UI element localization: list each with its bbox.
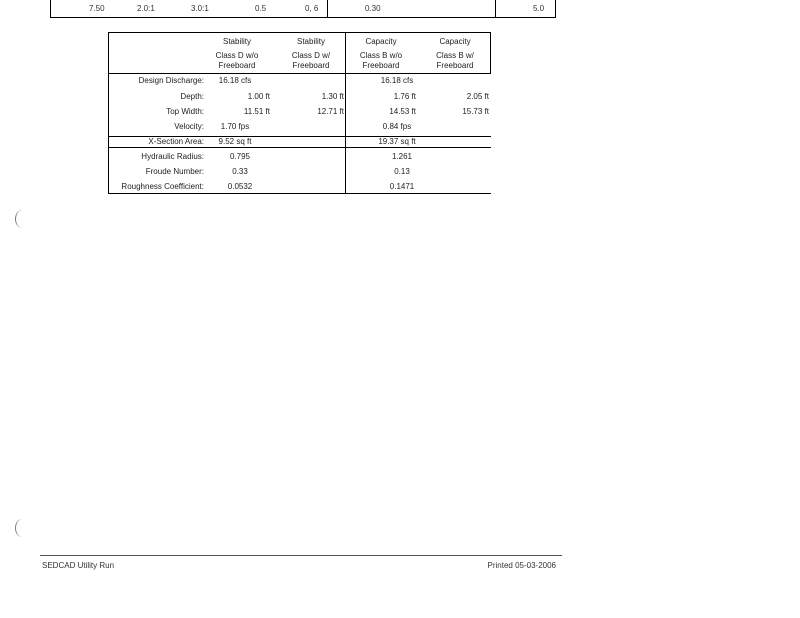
table-cell: 15.73 ft bbox=[462, 107, 489, 116]
table-cell: 1.70 fps bbox=[220, 122, 250, 131]
table-cell: 16.18 cfs bbox=[380, 76, 414, 85]
table-cell: 16.18 cfs bbox=[218, 76, 252, 85]
top-cell: 3.0:1 bbox=[191, 4, 209, 13]
table-cell: 1.00 ft bbox=[247, 92, 270, 101]
column-divider bbox=[327, 0, 328, 17]
row-label: Top Width: bbox=[166, 107, 204, 116]
table-cell: 0.33 bbox=[232, 167, 248, 176]
top-cell: 7.50 bbox=[89, 4, 105, 13]
table-cell: 14.53 ft bbox=[389, 107, 416, 116]
table-cell: 0.84 fps bbox=[382, 122, 412, 131]
row-label: Roughness Coefficient: bbox=[121, 182, 204, 191]
footer-rule bbox=[40, 555, 562, 556]
table-cell: 9.52 sq ft bbox=[218, 137, 252, 146]
column-header-title: Stability bbox=[296, 37, 325, 46]
binder-hole-mark bbox=[15, 519, 30, 537]
table-cell: 0.795 bbox=[229, 152, 251, 161]
column-header-title: Capacity bbox=[439, 37, 471, 46]
top-cell: 0.5 bbox=[255, 4, 267, 13]
row-label: Hydraulic Radius: bbox=[141, 152, 204, 161]
row-label: Depth: bbox=[180, 92, 204, 101]
top-cell: 0, 6 bbox=[305, 4, 319, 13]
table-cell: 0.1471 bbox=[389, 182, 415, 191]
table-cell: 0.0532 bbox=[227, 182, 253, 191]
column-header-title: Stability bbox=[222, 37, 251, 46]
footer-right-text: Printed 05-03-2006 bbox=[487, 561, 556, 570]
row-divider bbox=[109, 193, 491, 194]
row-label: Velocity: bbox=[174, 122, 204, 131]
row-label: Froude Number: bbox=[145, 167, 204, 176]
table-cell: 12.71 ft bbox=[317, 107, 344, 116]
column-header-title: Capacity bbox=[365, 37, 397, 46]
table-cell: 11.51 ft bbox=[243, 107, 270, 116]
row-label: X-Section Area: bbox=[148, 137, 204, 146]
hydraulic-results-table bbox=[108, 32, 491, 194]
column-header-subtitle: Class D w/ Freeboard bbox=[291, 51, 331, 70]
row-label: Design Discharge: bbox=[138, 76, 204, 85]
top-cell: 5.0 bbox=[533, 4, 545, 13]
row-divider bbox=[109, 73, 491, 74]
table-cell: 1.30 ft bbox=[321, 92, 344, 101]
table-cell: 1.261 bbox=[391, 152, 413, 161]
top-cell: 0.30 bbox=[365, 4, 381, 13]
footer-left-text: SEDCAD Utility Run bbox=[42, 561, 115, 570]
column-divider bbox=[495, 0, 496, 17]
table-cell: 19.37 sq ft bbox=[378, 137, 416, 146]
table-cell: 1.76 ft bbox=[393, 92, 416, 101]
column-header-subtitle: Class B w/ Freeboard bbox=[436, 51, 474, 70]
column-header-subtitle: Class D w/o Freeboard bbox=[215, 51, 259, 70]
table-cell: 2.05 ft bbox=[466, 92, 489, 101]
table-cell: 0.13 bbox=[394, 167, 410, 176]
row-divider bbox=[109, 147, 491, 148]
column-header-subtitle: Class B w/o Freeboard bbox=[359, 51, 403, 70]
top-table-row bbox=[50, 0, 556, 18]
binder-hole-mark bbox=[15, 210, 30, 228]
top-cell: 2.0:1 bbox=[137, 4, 155, 13]
